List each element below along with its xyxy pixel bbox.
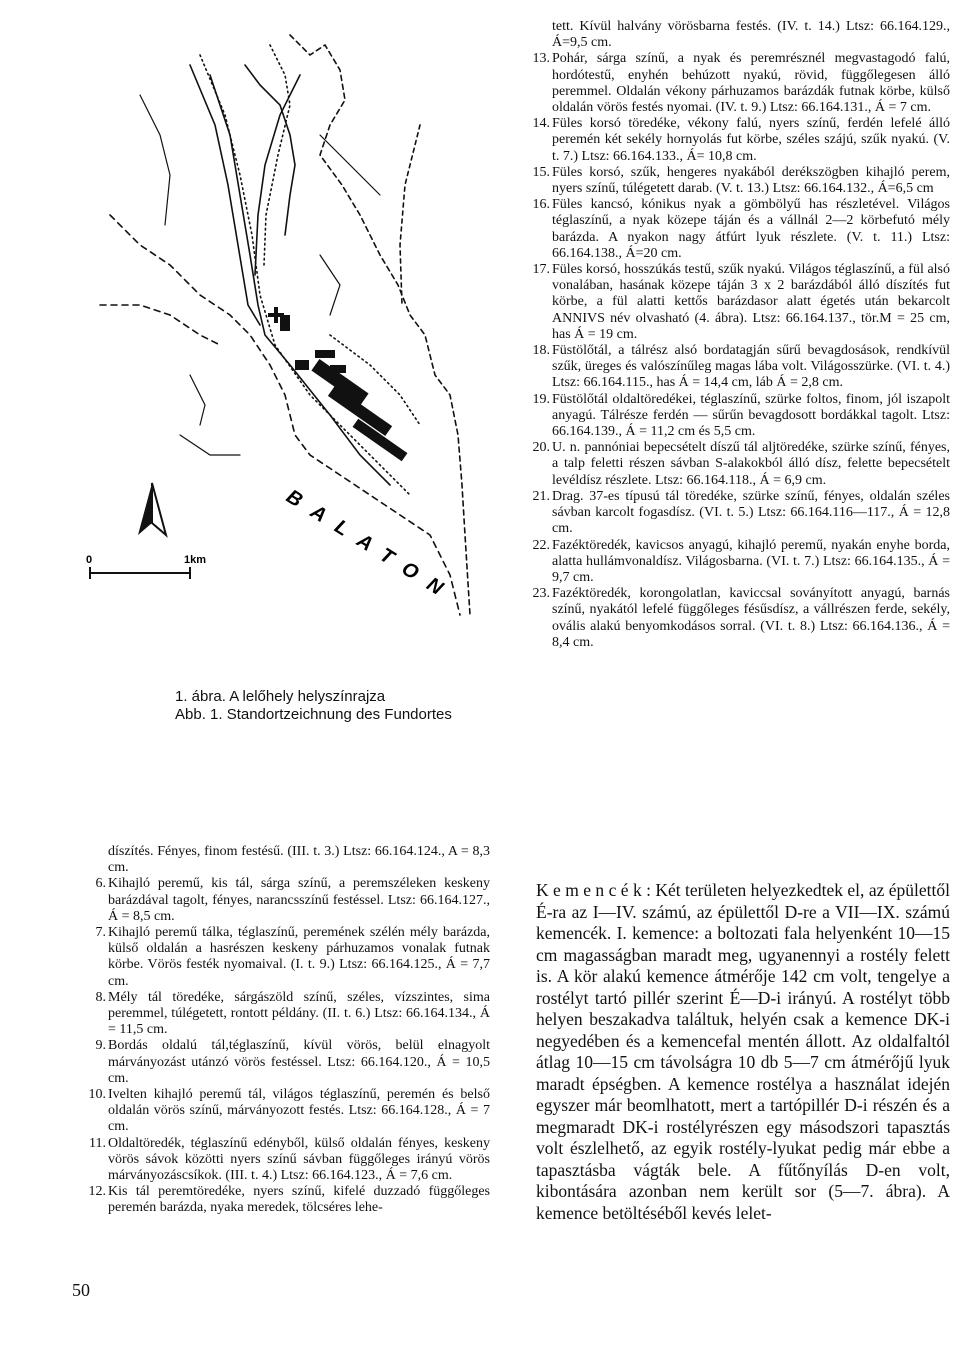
right-column	[532, 19, 950, 651]
entry-number: 19.	[532, 391, 550, 407]
entry-text: Fazéktöredék, kavicsos anyagú, kihajló peremű, nyakán enyhe borda, alatta hullámvonaldísz. Világosbarna. (VI. t. 7.) Ltsz: 66.164.135., Á = 9,7 cm.	[552, 537, 950, 585]
catalog-entry	[532, 116, 950, 165]
entry-number: 7.	[95, 925, 106, 941]
entry-number: 18.	[532, 343, 550, 359]
catalog-entry	[88, 1038, 490, 1087]
road-2	[190, 65, 260, 325]
entry-number: 17.	[532, 262, 550, 278]
entry-number: 21.	[532, 488, 550, 504]
entry-text: Pohár, sárga színű, a nyak és peremrésznél megvastagodó falú, hordótestű, enyhén behúzott nyakú, rövid, függőlegesen álló peremmel. Oldalán vékony párhuzamos barázdák futnak körbe, külső oldalán vörös festés nyomai. (IV. t. 9.) Ltsz: 66.164.131., Á = 7 cm.	[552, 51, 950, 116]
catalog-entry	[88, 1184, 490, 1216]
entry-text: Oldaltöredék, téglaszínű edényből, külső oldalán fényes, keskeny vörös sávok közötti nyers színű sávban függőleges irányú vörös márványozáscsíkok. (III. t. 4.) Ltsz: 66.164.123., Á = 7,6 cm.	[108, 1135, 490, 1184]
entry-number: 12.	[88, 1184, 106, 1200]
catalog-entry	[88, 925, 490, 990]
entry-text: Ivelten kihajló peremű tál, világos téglaszínű, peremén és belső oldalán vörös színű, márványozott festés. Ltsz: 66.164.128., Á = 7 cm.	[108, 1087, 490, 1135]
entry-number: 23.	[532, 586, 550, 602]
stream-1	[140, 95, 170, 225]
catalog-entry	[88, 876, 490, 925]
catalog-continuation: díszítés. Fényes, finom festésű. (III. t. 3.) Ltsz: 66.164.124., A = 8,3 cm.	[108, 844, 490, 876]
entry-text: Bordás oldalú tál,téglaszínű, kívül vörös, belül elnagyolt márványozást utánzó vörös festéssel. Ltsz: 66.164.120., Á = 10,5 cm.	[108, 1038, 490, 1086]
catalog-entry	[532, 392, 950, 441]
left-column	[88, 844, 490, 1217]
entry-text: Fazéktöredék, korongolatlan, kaviccsal soványított anyagú, barnás színű, nyakától lefelé függőleges fésűsdísz, a vállrészen ferde, sekély, ovális alakú benyomkodásos sorral. (VI. t. 8.) Ltsz: 66.164.136., Á = 8,4 cm.	[552, 586, 950, 650]
catalog-entry	[532, 489, 950, 538]
scale-label-zero: 0	[86, 554, 93, 566]
entry-text: Füstölőtál oldaltöredékei, téglaszínű, szürke foltos, finom, jól iszapolt anyagú. Tálrésze ferdén — sűrűn bevagdosott bordákkal tagolt. Ltsz: 66.164.139., Á = 11,2 cm és 5,5 cm.	[552, 391, 950, 440]
entry-text: Füles korsó, hosszúkás testű, szűk nyakú. Világos téglaszínű, a fül alsó vonalában, hasának közepe táján 3 x 2 barázdából álló díszítés fut körbe, a fül alatti kettős barázdasor alatt égetés után bekarcolt ANNIVS név olvasható (4. ábra). Ltsz: 66.164.137., tör.M = 25 cm, has Á = 19 cm.	[552, 262, 950, 342]
catalog-entry	[88, 1087, 490, 1136]
catalog-entry	[532, 197, 950, 262]
catalog-entry	[532, 538, 950, 587]
catalog-entry	[88, 1136, 490, 1185]
entry-number: 6.	[95, 876, 106, 892]
catalog-entry	[532, 165, 950, 197]
entry-number: 8.	[95, 989, 106, 1005]
stream-4	[320, 255, 340, 315]
stream-2	[320, 135, 380, 195]
catalog-entry	[88, 990, 490, 1039]
entry-text: Füstölőtál, a tálrész alsó bordatagján sűrű bevagdosások, rendkívül szűk, üreges és valószínűleg magas lába volt. Világosszürke. (VI. t. 4.) Ltsz: 66.164.115., has Á = 14,4 cm, láb Á = 2,8 cm.	[552, 343, 950, 391]
entry-text: Kihajló peremű, kis tál, sárga színű, a peremszéleken keskeny barázdával tagolt, fényes, narancsszínű festéssel. Ltsz: 66.164.127., Á = 8,5 cm.	[108, 876, 490, 924]
entry-text: U. n. pannóniai bepecsételt díszű tál aljtöredéke, szürke színű, fényes, a talp feletti részen sávban S-alakokból álló dísz, felette bepecsételt levéldísz részlete. Ltsz: 66.164.118., Á = 6,9 cm.	[552, 440, 950, 488]
shore-dashed-2	[110, 215, 460, 615]
entry-text: Drag. 37-es típusú tál töredéke, szürke színű, fényes, oldalán széles sávban karcolt fogasdísz. (VI. t. 5.) Ltsz: 66.164.116—117., Á = 12,8 cm.	[552, 488, 950, 537]
scale-label-km: 1km	[184, 554, 207, 566]
entry-number: 14.	[532, 116, 550, 132]
entry-number: 15.	[532, 164, 550, 180]
entry-number: 16.	[532, 197, 550, 213]
north-arrow-icon	[138, 483, 166, 535]
lake-shoreline	[290, 35, 470, 615]
shore-dashed-3	[100, 305, 220, 345]
entry-number: 22.	[532, 537, 550, 553]
catalog-entry	[532, 440, 950, 489]
catalog-entry	[532, 262, 950, 343]
catalog-entry	[532, 51, 950, 116]
entry-text: Kihajló peremű tálka, téglaszínű, peremének szélén mély barázda, külső oldalán a hasrészen keskeny párhuzamos vonalak futnak körbe. Vörös festék nyomaival. (I. t. 9.) Ltsz: 66.164.125., Á = 7,7 cm.	[108, 925, 490, 989]
lake-label: BALATON	[282, 485, 459, 608]
catalog-entry	[532, 586, 950, 651]
entry-text: Füles kancsó, kónikus nyak a gömbölyű has részletével. Világos téglaszínű, a nyak közepe táján és a vállnál 2—2 körbefutó mély barázda. A nyakon nagy átfúrt lyuk részlete. (V. t. 11.) Ltsz: 66.164.138., Á=20 cm.	[552, 197, 950, 261]
kilns-paragraph: K e m e n c é k : Két területen helyezkedtek el, az épülettől É-ra az I—IV. számú, az épülettől D-re a VII—IX. számú kemencék. I. kemence: a boltozati fala helyenként 10—15 cm magasságban maradt meg, ugyanennyi a rostély felett is. A kör alakú kemence átmérője 142 cm volt, tengelye a rostélyt tartó pillér szerint É—D-i irányú. A rostélyt több helyen beszakadva találtuk, helyén csak a kemence DK-i negyedében és a kemencefal mentén állott. Az oldalfaltól átlag 10—15 cm távolságra 10 db 5—7 cm átmérőjű lyuk maradt épségben. A kemence rostélya a használat idején egyszer már beomlhatott, mert a tartópillér D-i részén és a megmaradt DK-i rostélyrészen egy másodszori tapasztás volt észlelhető, az egyik rostély-lyukat pedig már ebbe a tapasztásba vágták bele. A fűtőnyílás D-en volt, kibontására azonban nem került sor (5—7. ábra). A kemence betöltéséből kevés lelet-	[536, 880, 950, 1223]
entry-number: 10.	[88, 1087, 106, 1103]
stream-3	[180, 435, 240, 455]
scale-bar	[90, 567, 190, 579]
entry-number: 9.	[95, 1038, 106, 1054]
catalog-entry	[532, 343, 950, 392]
shore-dashed-4	[400, 125, 420, 305]
entry-text: Mély tál töredéke, sárgászöld színű, széles, vízszintes, sima peremmel, túlégetett, rontott példány. (II. t. 6.) Ltsz: 66.164.134., Á = 11,5 cm.	[108, 989, 490, 1038]
figure-caption	[175, 688, 455, 724]
entry-number: 20.	[532, 440, 550, 456]
caption-german: Abb. 1. Standortzeichnung des Fundortes	[175, 706, 452, 723]
site-map	[80, 15, 480, 655]
page-number: 50	[72, 1280, 90, 1300]
entry-number: 13.	[532, 51, 550, 67]
entry-text: Füles korsó töredéke, vékony falú, nyers színű, ferdén lefelé álló peremén két sekély hornyolás fut körbe, széles szájú, szűk nyakú. (V. t. 7.) Ltsz: 66.164.133., Á= 10,8 cm.	[552, 116, 950, 164]
stream-5	[190, 375, 205, 425]
entry-text: Kis tál peremtöredéke, nyers színű, kifelé duzzadó függőleges peremén barázda, nyaka meredek, tölcséres lehe-	[108, 1184, 490, 1216]
caption-hungarian: 1. ábra. A lelőhely helyszínrajza	[175, 688, 386, 705]
entry-number: 11.	[89, 1135, 106, 1151]
catalog-continuation: tett. Kívül halvány vörösbarna festés. (IV. t. 14.) Ltsz: 66.164.129., Á=9,5 cm.	[552, 19, 950, 51]
entry-text: Füles korsó, szűk, hengeres nyakából derékszögben kihajló perem, nyers színű, túlégetett darab. (V. t. 13.) Ltsz: 66.164.132., Á=6,5 cm	[552, 164, 950, 197]
